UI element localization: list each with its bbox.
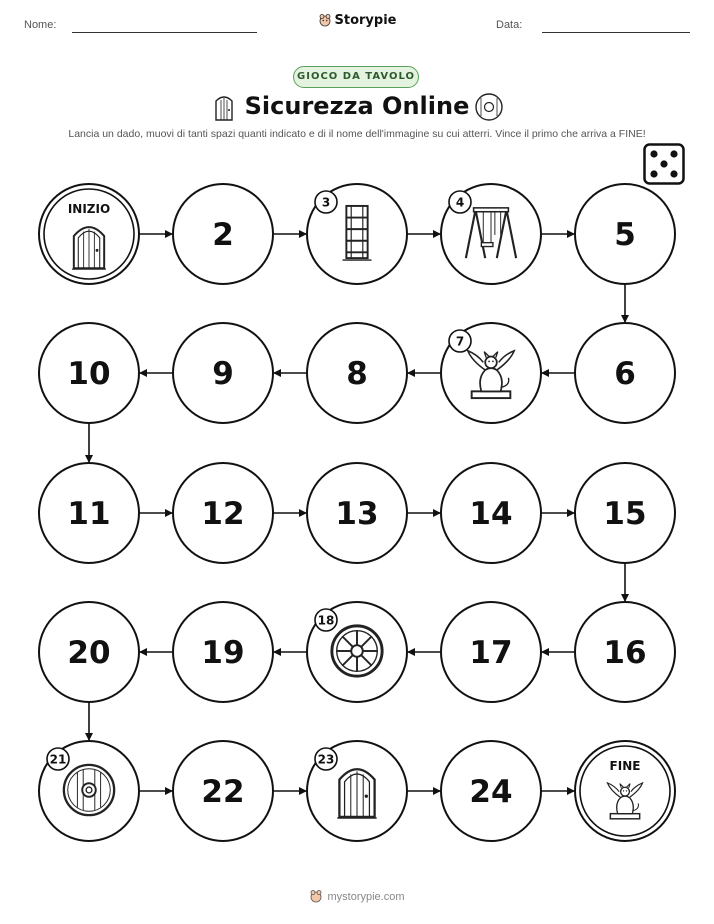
name-label: Nome: xyxy=(24,19,57,31)
space-number: 17 xyxy=(469,635,513,671)
date-label: Data: xyxy=(496,19,523,31)
space-number: 18 xyxy=(317,613,335,628)
board-space xyxy=(575,323,675,423)
space-number: 5 xyxy=(614,217,636,253)
board-space xyxy=(307,463,407,563)
space-number: 2 xyxy=(212,217,234,253)
board-space xyxy=(173,463,273,563)
space-number: 14 xyxy=(469,496,513,532)
board-space xyxy=(307,741,407,841)
space-number: 13 xyxy=(335,496,379,532)
board-space xyxy=(575,602,675,702)
board-space xyxy=(173,184,273,284)
ladder-icon xyxy=(343,206,372,260)
board-space xyxy=(173,323,273,423)
game-instructions: Lancia un dado, muovi di tanti spazi quanti indicato e di il nome dell'immagine su cui atterri. Vince il primo che arriva a FINE! xyxy=(68,128,646,140)
space-number: 6 xyxy=(614,356,636,392)
board-space xyxy=(441,463,541,563)
board-space xyxy=(39,602,139,702)
board-space xyxy=(173,741,273,841)
board-space xyxy=(307,323,407,423)
board-space xyxy=(39,184,139,284)
door-icon xyxy=(72,227,106,269)
board-space xyxy=(441,741,541,841)
space-label: FINE xyxy=(609,759,641,773)
board-space xyxy=(575,741,675,841)
board-space xyxy=(173,602,273,702)
space-number: 11 xyxy=(67,496,111,532)
space-number: 24 xyxy=(469,774,513,810)
space-number: 12 xyxy=(201,496,245,532)
storypie-logo-icon xyxy=(309,889,323,903)
round-door-icon xyxy=(64,765,114,815)
footer-brand xyxy=(0,889,714,903)
wheel-icon xyxy=(332,626,382,676)
footer-url: mystorypie.com xyxy=(327,891,405,903)
space-number: 20 xyxy=(67,635,111,671)
board-space xyxy=(441,184,541,284)
space-number: 7 xyxy=(455,334,465,349)
space-number: 9 xyxy=(212,356,234,392)
space-number: 15 xyxy=(603,496,647,532)
space-label: INIZIO xyxy=(67,202,111,216)
board-space xyxy=(575,184,675,284)
space-number: 19 xyxy=(201,635,245,671)
game-type-badge: GIOCO DA TAVOLO xyxy=(293,66,419,88)
board-space xyxy=(575,463,675,563)
page-title: Sicurezza Online xyxy=(244,92,470,120)
space-number: 23 xyxy=(317,752,335,767)
board-space xyxy=(39,463,139,563)
board-space xyxy=(441,323,541,423)
space-number: 4 xyxy=(455,195,465,210)
space-number: 21 xyxy=(49,752,67,767)
space-number: 3 xyxy=(321,195,331,210)
board-space xyxy=(307,184,407,284)
board-space xyxy=(441,602,541,702)
brand-name: Storypie xyxy=(334,13,397,28)
board-space xyxy=(39,323,139,423)
door-icon xyxy=(337,769,376,818)
space-number: 10 xyxy=(67,356,111,392)
board-space xyxy=(307,602,407,702)
board-space xyxy=(39,741,139,841)
space-number: 22 xyxy=(201,774,245,810)
space-number: 16 xyxy=(603,635,647,671)
space-number: 8 xyxy=(346,356,368,392)
